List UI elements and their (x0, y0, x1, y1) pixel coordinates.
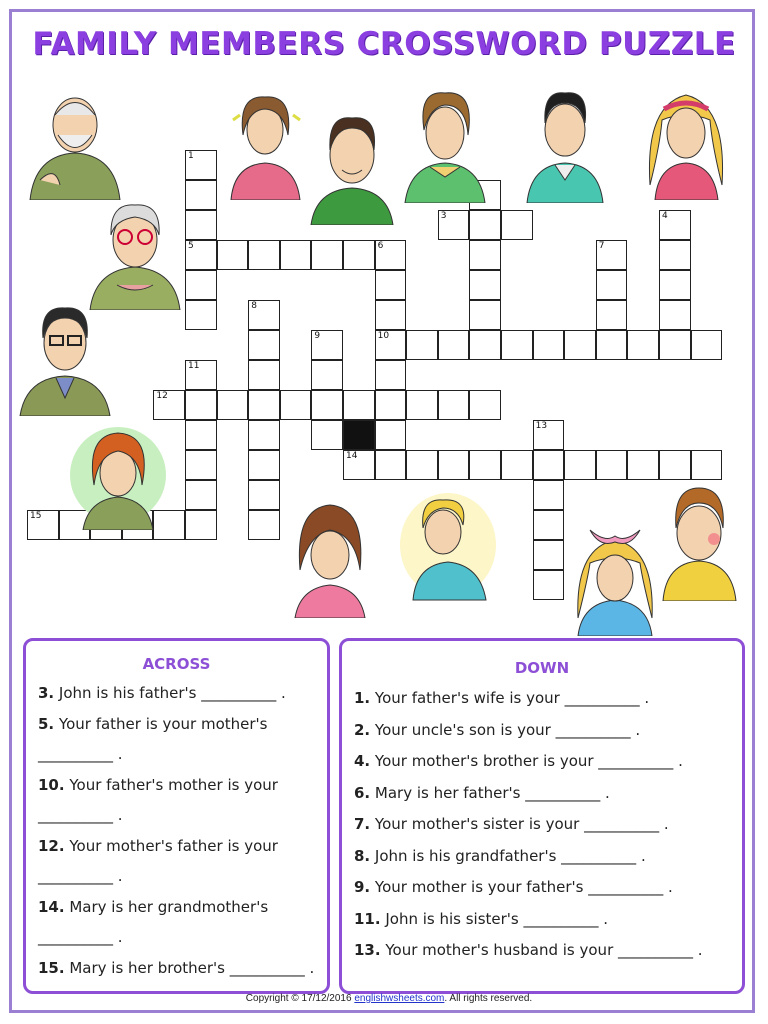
grid-cell[interactable] (627, 330, 659, 360)
grid-cell[interactable] (659, 300, 691, 330)
clue-number: 8. (354, 846, 371, 865)
clue-number: 12 (156, 391, 168, 401)
woman-illustration (68, 415, 168, 530)
clue-number: 6. (354, 783, 371, 802)
clue-number: 5. (38, 714, 55, 733)
grid-cell[interactable] (311, 420, 343, 450)
down-heading: DOWN (514, 659, 570, 677)
grid-cell[interactable] (375, 450, 407, 480)
clue-text: __________ . (38, 867, 123, 885)
grid-cell[interactable] (185, 270, 217, 300)
grid-cell[interactable] (469, 240, 501, 270)
clue-number: 14. (38, 897, 65, 916)
clue-text: John is his sister's __________ . (380, 909, 609, 928)
grid-cell[interactable] (596, 450, 628, 480)
clue-text: Mary is her grandmother's (64, 897, 269, 916)
clue-item (38, 745, 123, 763)
grid-cell[interactable] (659, 330, 691, 360)
grid-cell[interactable] (311, 330, 343, 360)
grid-cell[interactable] (248, 510, 280, 540)
clue-text: __________ . (38, 928, 123, 946)
clue-number: 11. (354, 909, 381, 928)
grid-cell[interactable] (596, 330, 628, 360)
clue-item (38, 928, 123, 946)
copyright-suffix: . All rights reserved. (444, 993, 533, 1004)
clue-item (38, 959, 314, 977)
clue-text: __________ . (38, 806, 123, 824)
grandfather-illustration (20, 85, 130, 200)
clue-number: 14 (346, 451, 358, 461)
grid-cell[interactable] (248, 360, 280, 390)
copyright-prefix: Copyright © 17/12/2016 (245, 993, 355, 1004)
grid-cell[interactable] (375, 360, 407, 390)
grid-cell[interactable] (438, 390, 470, 420)
grid-cell[interactable] (185, 480, 217, 510)
clue-number: 10 (377, 331, 390, 341)
clue-item (354, 721, 640, 739)
clue-number: 15. (38, 958, 65, 977)
grid-cell[interactable] (375, 330, 407, 360)
sister-illustration (570, 518, 660, 636)
grid-cell[interactable] (596, 240, 628, 270)
grid-cell[interactable] (185, 210, 217, 240)
grid-cell[interactable] (248, 480, 280, 510)
copyright-notice (0, 993, 768, 1004)
grid-cell[interactable] (248, 300, 280, 330)
clue-text: Your father is your mother's (54, 714, 268, 733)
grid-cell[interactable] (564, 450, 596, 480)
girl-illustration (290, 500, 370, 618)
clue-number: 1 (188, 151, 194, 161)
clue-text: Your mother's husband is your __________ . (380, 941, 703, 959)
clue-item (354, 910, 608, 928)
grid-cell[interactable] (343, 390, 375, 420)
clue-number: 11 (188, 361, 200, 371)
clue-item (354, 689, 649, 707)
grid-cell[interactable] (469, 450, 501, 480)
grid-cell[interactable] (533, 510, 565, 540)
clue-text: John is his grandfather's __________ . (370, 846, 646, 865)
grid-cell[interactable] (438, 450, 470, 480)
grid-cell[interactable] (375, 300, 407, 330)
grid-cell[interactable] (185, 420, 217, 450)
grid-cell[interactable] (185, 180, 217, 210)
grid-cell[interactable] (248, 390, 280, 420)
clue-number: 6 (377, 241, 384, 251)
clue-item (354, 784, 610, 802)
grid-cell[interactable] (469, 300, 501, 330)
clue-number: 9 (314, 331, 321, 341)
clue-text: John is his father's __________ . (54, 684, 286, 702)
grid-cell[interactable] (627, 450, 659, 480)
grid-cell[interactable] (185, 360, 217, 390)
grandmother-illustration (85, 195, 185, 310)
grid-cell[interactable] (501, 450, 533, 480)
clue-number: 10. (38, 775, 65, 794)
page-title: FAMILY MEMBERS CROSSWORD PUZZLE (32, 26, 736, 62)
grid-cell[interactable] (406, 330, 438, 360)
grid-cell[interactable] (501, 210, 533, 240)
grid-cell[interactable] (248, 420, 280, 450)
grid-cell[interactable] (533, 420, 565, 450)
clue-text: Your mother's sister is your __________ . (370, 815, 669, 833)
grid-cell[interactable] (691, 450, 723, 480)
clue-item (354, 941, 703, 959)
father-illustration (18, 298, 113, 416)
clue-number: 13. (354, 941, 381, 959)
clue-text: Your mother's brother is your __________ . (370, 752, 683, 770)
cousin-illustration (525, 85, 605, 203)
clue-number: 1. (354, 689, 371, 707)
clue-item (354, 815, 669, 833)
clue-number: 15 (30, 511, 42, 521)
clue-text: Mary is her brother's __________ . (64, 958, 315, 977)
grid-cell[interactable] (375, 420, 407, 450)
grid-cell[interactable] (659, 210, 691, 240)
son-illustration (398, 490, 498, 605)
grid-cell[interactable] (469, 270, 501, 300)
clue-number: 3. (38, 684, 55, 702)
grid-cell[interactable] (248, 330, 280, 360)
grid-cell[interactable] (659, 270, 691, 300)
clue-item (354, 878, 673, 896)
grid-cell[interactable] (343, 450, 375, 480)
clue-number: 3 (440, 211, 447, 221)
grid-cell[interactable] (185, 150, 217, 180)
grid-cell[interactable] (311, 240, 343, 270)
grid-cell[interactable] (217, 240, 249, 270)
daughter-illustration (640, 85, 732, 200)
grid-cell[interactable] (533, 540, 565, 570)
clue-item (354, 847, 646, 865)
clue-item (354, 752, 683, 770)
clue-number: 9. (354, 878, 371, 896)
mother-illustration (228, 85, 303, 200)
grid-cell[interactable] (27, 510, 59, 540)
aunt-illustration (400, 85, 490, 203)
grid-cell[interactable] (311, 360, 343, 390)
clue-item (38, 806, 123, 824)
grid-cell[interactable] (185, 390, 217, 420)
grid-cell[interactable] (533, 480, 565, 510)
grid-cell[interactable] (248, 450, 280, 480)
brother-illustration (658, 483, 740, 601)
clue-number: 13 (535, 421, 548, 431)
clue-text: Your father's wife is your __________ . (370, 689, 650, 707)
clue-item (38, 715, 267, 733)
clue-number: 7. (354, 815, 371, 833)
grid-cell[interactable] (691, 330, 723, 360)
clue-number: 7 (598, 241, 605, 251)
grid-cell[interactable] (375, 270, 407, 300)
across-heading: ACROSS (142, 655, 211, 673)
grid-cell[interactable] (659, 450, 691, 480)
grid-cell[interactable] (185, 300, 217, 330)
clue-number: 12. (38, 836, 65, 855)
clue-text: Mary is her father's __________ . (370, 783, 610, 802)
clue-item (38, 867, 123, 885)
clue-item (38, 684, 286, 702)
clue-number: 4. (354, 752, 371, 770)
grid-cell[interactable] (469, 330, 501, 360)
grid-cell[interactable] (469, 210, 501, 240)
grid-cell[interactable] (501, 330, 533, 360)
copyright-link[interactable]: englishwsheets.com (354, 993, 445, 1004)
clue-number: 2. (354, 720, 371, 739)
clue-number: 5 (188, 241, 194, 251)
grid-cell[interactable] (564, 330, 596, 360)
clue-item (38, 837, 278, 855)
grid-cell[interactable] (533, 450, 565, 480)
clue-text: Your mother is your father's __________ . (370, 878, 673, 896)
grid-cell[interactable] (217, 390, 249, 420)
grid-cell[interactable] (533, 570, 565, 600)
uncle-illustration (308, 110, 396, 225)
clue-item (38, 898, 268, 916)
grid-cell[interactable] (343, 240, 375, 270)
clue-text: Your mother's father is your (64, 836, 278, 855)
grid-cell[interactable] (438, 330, 470, 360)
grid-cell[interactable] (248, 240, 280, 270)
grid-cell[interactable] (469, 390, 501, 420)
grid-cell[interactable] (596, 270, 628, 300)
grid-cell[interactable] (375, 240, 407, 270)
clue-number: 8 (251, 301, 257, 311)
grid-cell[interactable] (311, 390, 343, 420)
grid-cell[interactable] (375, 390, 407, 420)
grid-cell[interactable] (406, 450, 438, 480)
clue-text: Your uncle's son is your __________ . (370, 720, 641, 739)
grid-cell[interactable] (438, 210, 470, 240)
clue-item (38, 776, 278, 794)
grid-cell[interactable] (406, 390, 438, 420)
grid-cell[interactable] (533, 330, 565, 360)
grid-cell[interactable] (185, 240, 217, 270)
clue-text: __________ . (38, 745, 123, 763)
grid-cell[interactable] (185, 450, 217, 480)
grid-cell[interactable] (185, 510, 217, 540)
grid-cell[interactable] (280, 390, 312, 420)
black-cell (343, 420, 375, 450)
clue-text: Your father's mother is your (64, 775, 278, 794)
grid-cell[interactable] (659, 240, 691, 270)
grid-cell[interactable] (280, 240, 312, 270)
grid-cell[interactable] (596, 300, 628, 330)
clue-number: 4 (662, 211, 668, 221)
